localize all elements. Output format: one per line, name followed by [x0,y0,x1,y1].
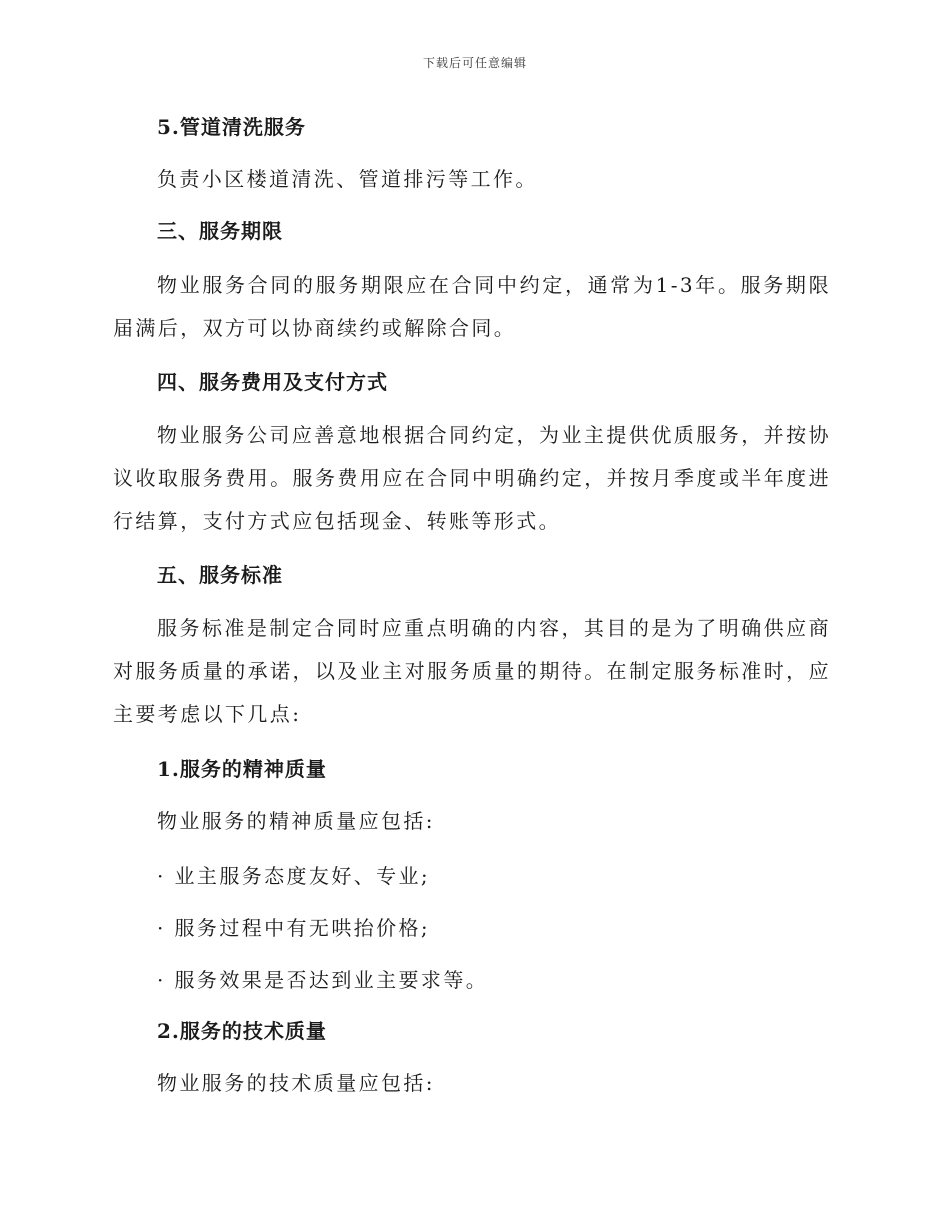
list-item: · 服务效果是否达到业主要求等。 [157,968,489,992]
section-heading-fees-payment: 四、服务费用及支付方式 [157,370,388,394]
subsection-heading-technical-quality: 2.服务的技术质量 [157,1019,327,1043]
paragraph-technical-quality: 物业服务的技术质量应包括: [157,1071,435,1095]
paragraph-service-standard: 服务标准是制定合同时应重点明确的内容，其目的是为了明确供应商对服务质量的承诺，以及业主对服务质量的期待。在制定服务标准时，应主要考虑以下几点: [113,616,831,726]
section-heading-service-standard: 五、服务标准 [157,563,283,587]
list-item: · 服务过程中有无哄抬价格; [157,916,431,940]
paragraph-spiritual-quality: 物业服务的精神质量应包括: [157,809,435,833]
paragraph-service-term: 物业服务合同的服务期限应在合同中约定，通常为1-3年。服务期限届满后，双方可以协商续约或解除合同。 [113,273,831,340]
paragraph-pipe-cleaning: 负责小区楼道清洗、管道排污等工作。 [157,167,538,191]
document-body [113,110,831,1105]
paragraph-fees-payment: 物业服务公司应善意地根据合同约定，为业主提供优质服务，并按协议收取服务费用。服务费用应在合同中明确约定，并按月季度或半年度进行结算，支付方式应包括现金、转账等形式。 [113,423,831,533]
section-heading-service-term: 三、服务期限 [157,219,283,243]
header-note: 下载后可任意编辑 [422,56,527,70]
list-item: · 业主服务态度友好、专业; [157,864,431,888]
subsection-heading-spiritual-quality: 1.服务的精神质量 [157,757,327,781]
section-heading-pipe-cleaning: 5.管道清洗服务 [157,115,306,139]
